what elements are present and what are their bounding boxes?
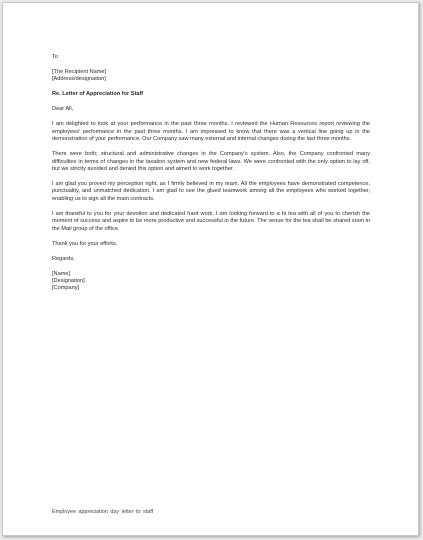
letter-body — [52, 54, 370, 300]
body-paragraph-2: There were both; structural and administrative changes in the Company's system. Also, the Company confronted many difficulties in terms of changes in the taxation system and new federal laws. We were confronted with the only option to lay off, but we strictly avoided and denied this option and aimed to work together. — [52, 151, 370, 173]
to-label: To — [52, 54, 58, 60]
salutation-line — [52, 106, 370, 113]
salutation-text: Dear All, — [52, 106, 74, 113]
signature-designation: [Designation] — [52, 278, 85, 285]
subject-line — [52, 91, 370, 98]
signature-name: [Name] — [52, 270, 71, 277]
signature-block — [52, 271, 370, 293]
closing-text: Regards, — [52, 255, 75, 262]
recipient-block — [52, 69, 370, 84]
recipient-name: [The Recipient Name] — [52, 69, 107, 75]
thanks-text: Thank you for your efforts. — [52, 240, 118, 247]
footer-caption: Employee appreciation day letter to staff — [52, 509, 154, 515]
closing-line — [52, 256, 370, 263]
body-paragraph-1: I am delighted to look at your performance in the past three months. I reviewed the Human Resources report reviewing the employees' performance in the past three months. I am impressed to know that there was a vertical line going up in the demonstration of your performance. Our Company saw many external and internal changes during the last three months. — [52, 121, 370, 143]
signature-company: [Company] — [52, 285, 80, 292]
to-line — [52, 54, 370, 61]
recipient-address: [Address/designation] — [52, 76, 106, 83]
body-paragraph-3: I am glad you proved my perception right, as I firmly believed in my team. All the employees have demonstrated competence, punctuality, and unmatched dedication. I am glad to see the glued teamwork among all the employees who worked together, enabling us to sign all the main contracts. — [52, 181, 370, 202]
body-paragraph-4: I am thankful to you for your devotion and dedicated hard work. I am looking forward to a hi tea with all of you to cherish the moment of success and aspire to be more productive and successful in the future. The venue for the tea shall be shared soon in the Mail group of the office. — [52, 210, 370, 232]
thanks-line — [52, 241, 370, 248]
subject-text: Re. Letter of Appreciation for Staff — [52, 91, 144, 98]
